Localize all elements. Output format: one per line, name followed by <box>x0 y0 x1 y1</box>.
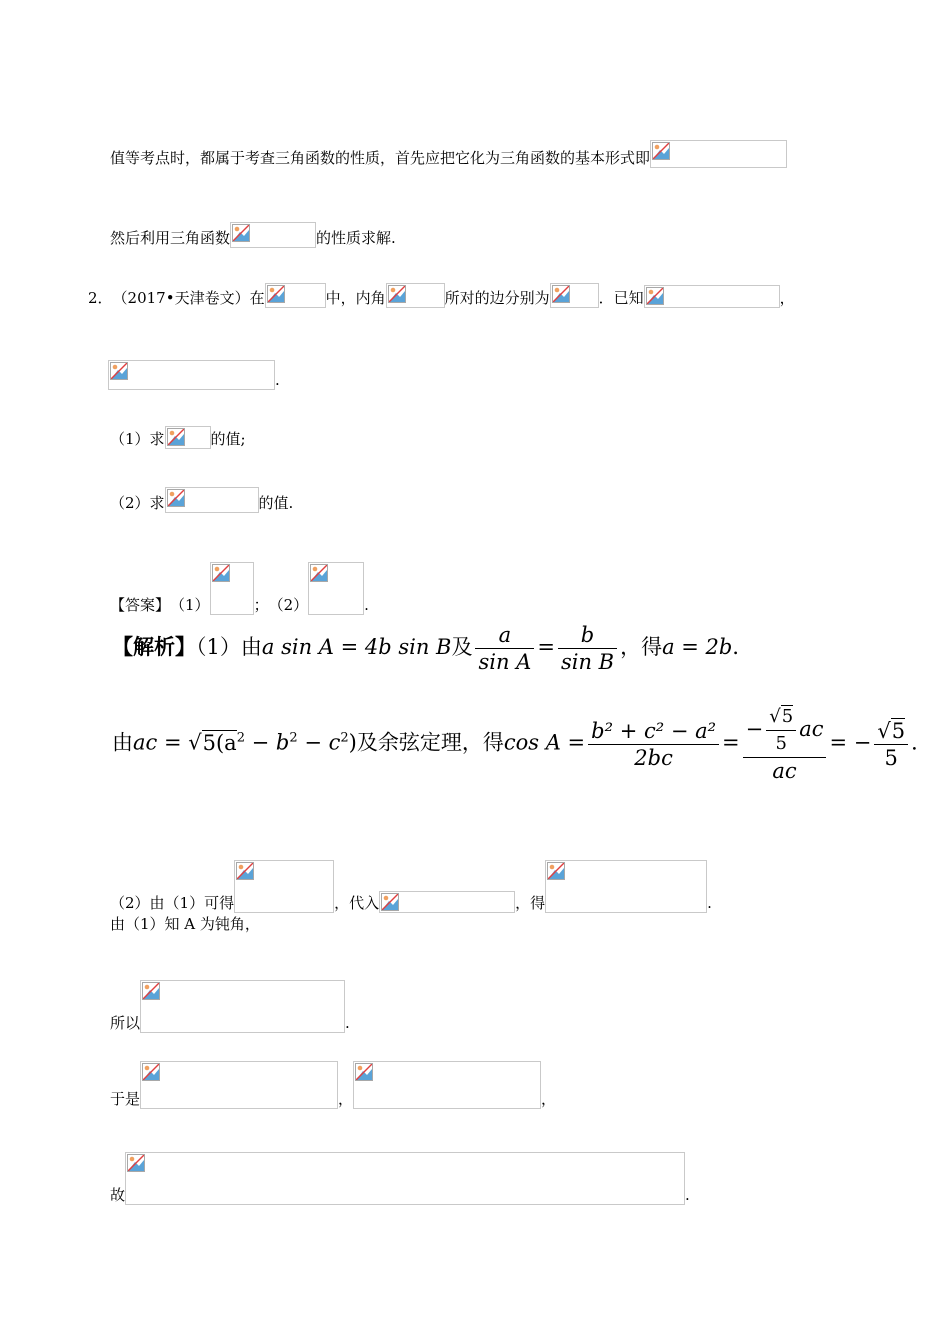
sqrt-5: 5 <box>891 718 906 743</box>
broken-image-icon <box>212 564 230 582</box>
exp: 2 <box>289 730 298 746</box>
fraction-numerator <box>743 704 827 757</box>
fraction-result <box>874 718 908 771</box>
problem-period: . <box>275 371 280 389</box>
q2-text-a: （2）求 <box>110 494 165 512</box>
problem-number: 2． <box>88 289 113 307</box>
broken-image-icon <box>142 982 160 1000</box>
then-text-b: ， <box>338 1090 354 1108</box>
broken-image-icon <box>652 142 670 160</box>
line2-pre: 由 <box>112 730 133 755</box>
answer-p2: （2） <box>268 596 309 614</box>
got-text: ，得 <box>620 635 663 659</box>
cosine-law-text: 及余弦定理，得 <box>356 730 504 755</box>
fraction-denominator: sin B <box>558 648 617 675</box>
part2-text-c: ，得 <box>515 894 546 912</box>
formula-image <box>386 283 445 308</box>
broken-image-icon <box>232 224 250 242</box>
so-text-b: . <box>345 1014 350 1032</box>
fraction-cosine <box>588 718 719 771</box>
formula-image <box>650 140 787 168</box>
broken-image-icon <box>127 1154 145 1172</box>
analysis-line-2 <box>112 704 932 784</box>
formula-image <box>165 426 211 449</box>
inner-numerator: √5 <box>769 706 794 727</box>
and-text: 及 <box>451 635 473 659</box>
intro-text-2a: 然后利用三角函数 <box>110 229 231 247</box>
formula-image <box>545 860 707 913</box>
analysis-label: 【解析】 <box>112 634 196 659</box>
hence-text-b: . <box>685 1186 690 1204</box>
broken-image-icon <box>267 285 285 303</box>
sqrt-5: 5 <box>781 706 794 727</box>
broken-image-icon <box>552 285 570 303</box>
inner-fraction <box>766 704 796 757</box>
analysis-obtuse <box>110 914 260 934</box>
broken-image-icon <box>381 893 399 911</box>
formula-image <box>140 1061 338 1109</box>
answer-line <box>110 562 369 615</box>
broken-image-icon <box>142 1063 160 1081</box>
obtuse-text: 由（1）知 A 为钝角， <box>110 915 260 933</box>
analysis-part-2 <box>110 860 712 913</box>
eq2-lhs-d: − c <box>297 730 341 755</box>
eq2-lhs-e: ) <box>348 730 357 755</box>
intro-line-2 <box>110 222 396 248</box>
problem-source: （2017•天津卷文）在 <box>112 289 265 307</box>
so-text-a: 所以 <box>110 1014 141 1032</box>
hence-text-a: 故 <box>110 1186 126 1204</box>
formula-image <box>379 891 515 913</box>
fraction-a-over-sinA <box>475 622 534 675</box>
question-1 <box>110 426 246 449</box>
formula-image <box>234 860 334 913</box>
formula-image <box>644 285 780 308</box>
result-a-eq-2b: a = 2b <box>662 635 733 659</box>
equals-sign: = <box>537 635 555 659</box>
fraction-numerator: √5 <box>877 718 906 743</box>
problem-line-2 <box>108 360 280 390</box>
fraction-b-over-sinB <box>558 622 617 675</box>
equation-1: a sin A = 4b sin B <box>261 635 452 659</box>
problem-line <box>88 283 795 308</box>
analysis-line-1 <box>112 622 753 675</box>
analysis-so <box>110 980 350 1033</box>
broken-image-icon <box>167 428 185 446</box>
formula-image <box>165 487 259 513</box>
fraction-denominator: sin A <box>475 648 534 675</box>
formula-image <box>308 562 364 615</box>
cosA: cos A = <box>503 730 586 755</box>
fraction-numerator: b <box>580 623 595 647</box>
sqrt-icon: √ <box>188 730 202 755</box>
then-text-a: 于是 <box>110 1090 141 1108</box>
ac-term: ac <box>799 717 824 741</box>
question-2 <box>110 487 293 513</box>
formula-image <box>125 1152 685 1205</box>
part2-text-d: . <box>707 894 712 912</box>
minus-sign: − <box>745 717 764 741</box>
intro-line-1 <box>110 140 787 168</box>
analysis-then <box>110 1061 556 1109</box>
answer-sep: ； <box>253 596 269 614</box>
answer-p1: （1） <box>170 596 210 614</box>
formula-image <box>108 360 275 390</box>
formula-image <box>353 1061 541 1109</box>
problem-text-mid3: ．已知 <box>598 289 644 307</box>
q1-text-b: 的值; <box>210 430 246 448</box>
answer-label: 【答案】 <box>110 596 171 614</box>
broken-image-icon <box>310 564 328 582</box>
broken-image-icon <box>355 1063 373 1081</box>
formula-image <box>550 283 599 308</box>
fraction-numerator: a <box>498 623 512 647</box>
fraction-numerator: b² + c² − a² <box>591 718 717 743</box>
exp: 2 <box>236 730 245 746</box>
exp: 2 <box>340 730 349 746</box>
answer-end: . <box>364 596 369 614</box>
broken-image-icon <box>388 285 406 303</box>
neg-equals: = − <box>829 730 872 755</box>
q2-text-b: 的值. <box>258 494 294 512</box>
formula-image <box>140 980 345 1033</box>
eq2-lhs-c: − b <box>244 730 290 755</box>
eq2-lhs-a: ac = <box>133 730 189 755</box>
dot: ． <box>732 635 754 659</box>
inner-denominator: 5 <box>766 730 796 757</box>
formula-image <box>210 562 254 615</box>
intro-text-2b: 的性质求解. <box>316 229 396 247</box>
broken-image-icon <box>236 862 254 880</box>
fraction-denominator: 5 <box>874 744 908 771</box>
formula-image <box>265 283 326 308</box>
fraction-nested <box>743 704 827 784</box>
broken-image-icon <box>110 362 128 380</box>
broken-image-icon <box>167 489 185 507</box>
broken-image-icon <box>646 287 664 305</box>
problem-comma: ， <box>779 289 795 307</box>
analysis-hence <box>110 1152 690 1205</box>
problem-text-mid2: 所对的边分别为 <box>444 289 550 307</box>
dot: ． <box>911 730 933 755</box>
q1-text-a: （1）求 <box>110 430 165 448</box>
fraction-denominator: ac <box>743 757 827 784</box>
analysis-part1: （1）由 <box>196 635 262 659</box>
equals-sign: = <box>722 730 740 755</box>
intro-text-1: 值等考点时，都属于考查三角函数的性质，首先应把它化为三角函数的基本形式即 <box>110 149 651 167</box>
eq2-lhs-b: 5(a <box>202 730 237 755</box>
part2-text-a: （2）由（1）可得 <box>110 894 235 912</box>
fraction-denominator: 2bc <box>588 744 719 771</box>
problem-text-mid1: 中，内角 <box>325 289 386 307</box>
part2-text-b: ，代入 <box>334 894 380 912</box>
formula-image <box>230 222 316 248</box>
broken-image-icon <box>547 862 565 880</box>
then-text-c: ， <box>541 1090 557 1108</box>
